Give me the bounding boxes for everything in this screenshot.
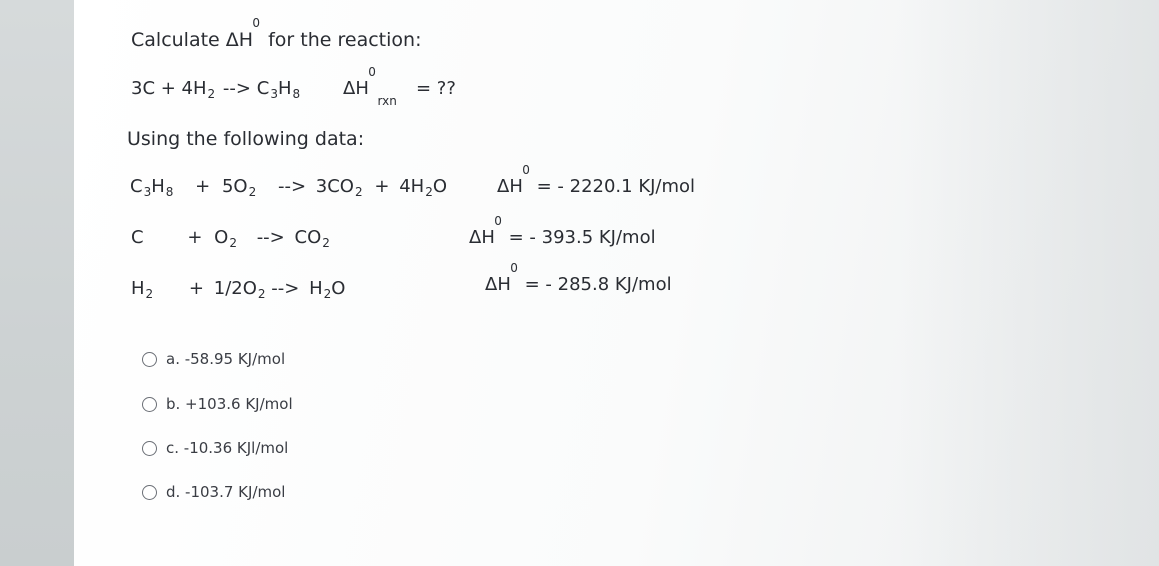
- option-c-label: c. -10.36 KJl/mol: [166, 439, 289, 457]
- option-b[interactable]: [142, 393, 293, 415]
- option-d-label: d. -103.7 KJ/mol: [166, 483, 286, 501]
- using-data-label: Using the following data:: [127, 128, 365, 150]
- data-reaction-1-delta-h: ΔH 0 = - 2220.1 KJ/mol: [497, 163, 696, 197]
- option-d[interactable]: [142, 481, 285, 503]
- radio-button-b[interactable]: [142, 397, 157, 412]
- radio-button-d[interactable]: [142, 485, 157, 500]
- target-delta-h-value: = ??: [416, 78, 456, 99]
- question-title: Calculate ΔH 0 for the reaction:: [131, 16, 422, 51]
- data-reaction-1: $C_3H_8 + 5O_2$ --> $3CO_2 + 4H_2O$: [130, 176, 447, 199]
- title-delta-h: Calculate ΔH 0: [131, 16, 261, 51]
- option-a[interactable]: [142, 348, 285, 370]
- radio-button-c[interactable]: [142, 441, 157, 456]
- option-c[interactable]: [142, 437, 288, 459]
- radio-button-a[interactable]: [142, 352, 157, 367]
- target-reaction: $3C + 4H_2$ --> $C_3H_8$: [131, 78, 301, 101]
- data-reaction-2: $C + O_2$ --> $CO_2$: [131, 227, 330, 250]
- background-strip: [0, 0, 74, 566]
- data-reaction-3: $H_2 + 1/2O_2$ --> $H_2O$: [131, 278, 346, 301]
- data-reaction-2-delta-h: ΔH 0 = - 393.5 KJ/mol: [469, 214, 656, 248]
- option-b-label: b. +103.6 KJ/mol: [166, 395, 293, 413]
- target-delta-h: ΔH 0 rxn: [343, 65, 397, 108]
- option-a-label: a. -58.95 KJ/mol: [166, 350, 286, 368]
- data-reaction-3-delta-h: ΔH 0 = - 285.8 KJ/mol: [485, 261, 672, 295]
